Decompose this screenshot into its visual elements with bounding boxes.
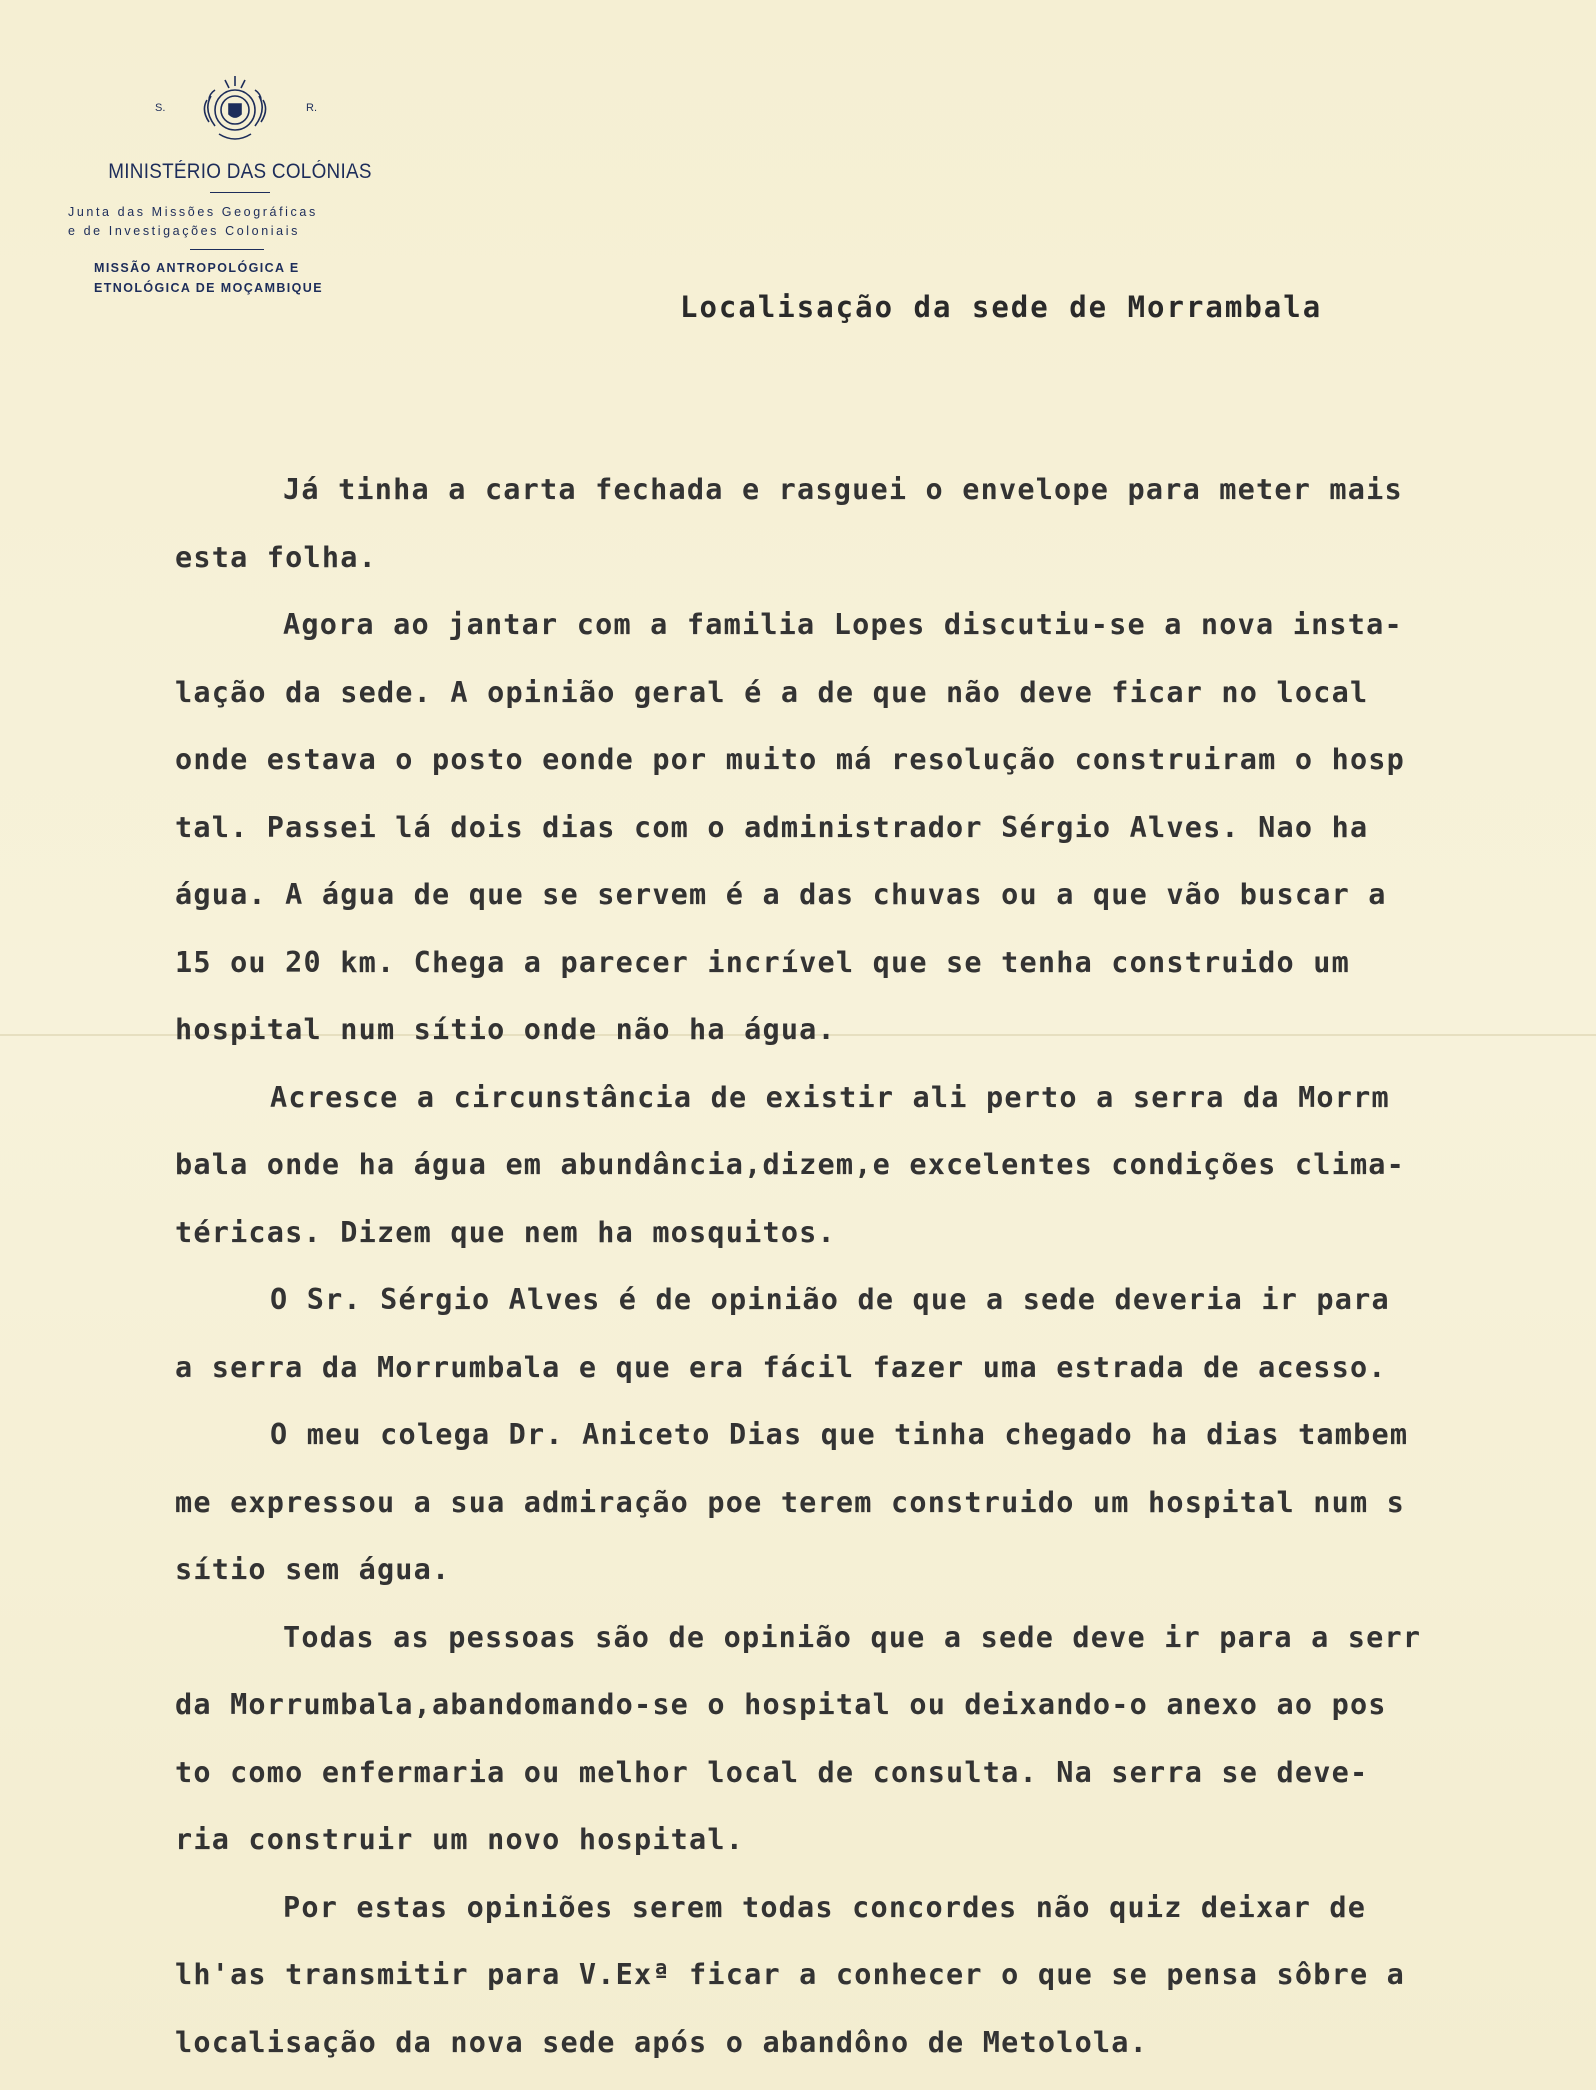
letterhead (60, 70, 420, 298)
document-title: Localisação da sede de Morrambala (680, 290, 1323, 324)
body-line: téricas. Dizem que nem ha mosquitos. (175, 1215, 836, 1249)
missao-line-2: ETNOLÓGICA DE MOÇAMBIQUE (94, 281, 323, 295)
body-line: 15 ou 20 km. Chega a parecer incrível que se tenha construido um (175, 945, 1350, 979)
body-line: O meu colega Dr. Aniceto Dias que tinha chegado ha dias tambem (270, 1418, 1409, 1451)
letterhead-rule (210, 192, 270, 193)
body-line: lação da sede. A opinião geral é a de que não deve ficar no local (175, 675, 1369, 709)
letter-body (175, 456, 1595, 2076)
junta-line-2: e de Investigações Coloniais (68, 224, 300, 238)
body-line: Acresce a circunstância de existir ali perto a serra da Morrm (270, 1080, 1390, 1114)
letterhead-rule-2 (190, 249, 264, 250)
body-line: hospital num sítio onde não ha água. (175, 1013, 836, 1046)
body-line: bala onde ha água em abundância,dizem,e excelentes condições clima- (175, 1148, 1406, 1181)
body-line: da Morrumbala,abandomando-se o hospital ou deixando-o anexo ao pos (175, 1688, 1387, 1721)
body-line: Já tinha a carta fechada e rasguei o envelope para meter mais (283, 473, 1403, 506)
body-line: localisação da nova sede após o abandôno de Metolola. (175, 2025, 1148, 2059)
body-line: água. A água de que se servem é a das chuvas ou a que vão buscar a (175, 878, 1387, 911)
body-line: O Sr. Sérgio Alves é de opinião de que a sede deveria ir para (270, 1283, 1390, 1316)
body-line: onde estava o posto eonde por muito má resolução construiram o hosp (175, 743, 1406, 776)
body-line: sítio sem água. (175, 1553, 451, 1586)
ministry-name: MINISTÉRIO DAS COLÓNIAS (108, 160, 372, 183)
body-line: Agora ao jantar com a familia Lopes discutiu-se a nova insta- (283, 608, 1403, 641)
sr-left-mark: S. (155, 102, 166, 114)
body-line: ria construir um novo hospital. (175, 1823, 745, 1856)
body-line: lh'as transmitir para V.Exª ficar a conhecer o que se pensa sôbre a (175, 1958, 1406, 1991)
missao-line-1: MISSÃO ANTROPOLÓGICA E (94, 261, 300, 275)
body-line: me expressou a sua admiração poe terem construido um hospital num s (175, 1485, 1406, 1519)
body-line: to como enfermaria ou melhor local de consulta. Na serra se deve- (175, 1755, 1369, 1789)
body-line: Todas as pessoas são de opinião que a sede deve ir para a serr (283, 1620, 1422, 1654)
sr-right-mark: R. (306, 102, 317, 114)
body-line: a serra da Morrumbala e que era fácil fazer uma estrada de acesso. (175, 1350, 1387, 1384)
coat-of-arms-icon (195, 70, 275, 150)
crest-row (60, 70, 420, 150)
junta-line-1: Junta das Missões Geográficas (68, 205, 318, 219)
body-line: tal. Passei lá dois dias com o administrador Sérgio Alves. Nao ha (175, 810, 1369, 844)
body-line: esta folha. (175, 540, 377, 574)
body-line: Por estas opiniões serem todas concordes não quiz deixar de (283, 1890, 1367, 1924)
